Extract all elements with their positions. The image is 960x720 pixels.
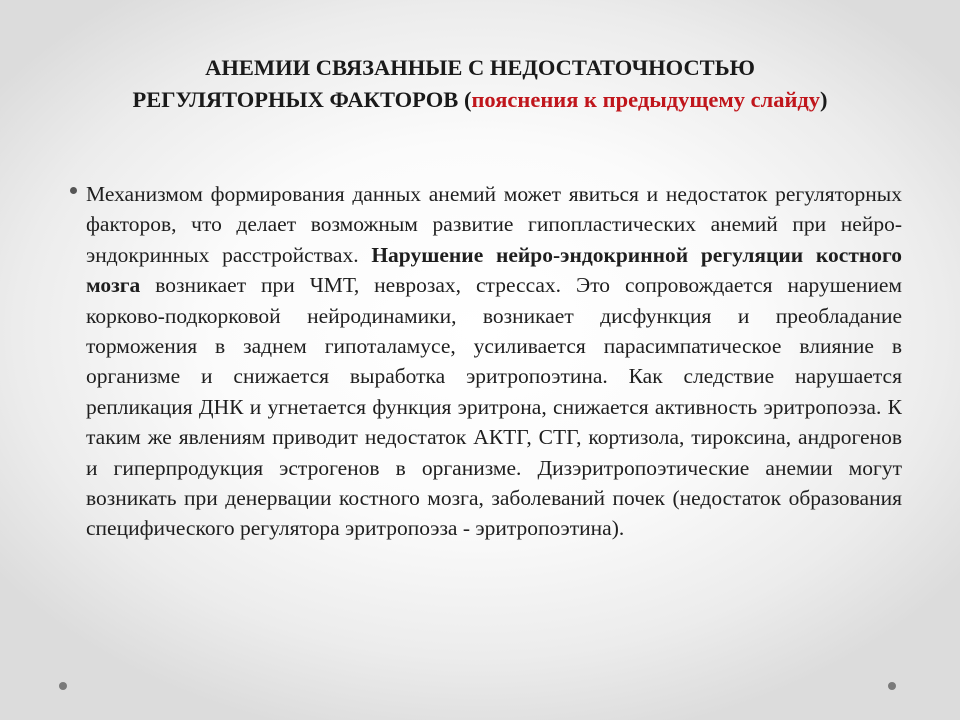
bullet-paragraph — [86, 179, 902, 544]
body-text-bold: Нарушение нейро-эндокринной регуляции костного мозга — [86, 242, 902, 298]
title-close-paren: ) — [820, 87, 828, 112]
title-line-2: РЕГУЛЯТОРНЫХ ФАКТОРОВ — [132, 87, 459, 112]
title-open-paren: ( — [463, 87, 472, 112]
body-text-part-2: возникает при ЧМТ, неврозах, стрессах. Это сопровождается нарушением корково-подкорковой нейродинамики, возникает дисфункция и преобладание торможения в заднем гипоталамусе, усиливается парасимпатическое влияние в организме и снижается выработка эритропоэтина. Как следствие нарушается репликация ДНК и угнетается функция эритрона, снижается активность эритропоэза. К таким же явлениям приводит недостаток АКТГ, СТГ, кортизола, тироксина, андрогенов и гиперпродукция эстрогенов в организме. Дизэритропоэтические анемии могут возникать при денервации костного мозга, заболеваний почек (недостаток образования специфического регулятора эритропоэза - эритропоэтина). — [86, 273, 902, 541]
decor-dot-left-icon — [59, 682, 67, 690]
body-text-part-1: Механизмом формирования данных анемий может явиться и недостаток регуляторных факторов, что делает возможным развитие гипопластических анемий при нейро-эндокринных расстройствах. — [86, 182, 902, 267]
slide-body — [86, 179, 902, 544]
slide-title — [40, 52, 920, 116]
title-note: пояснения к предыдущему слайду — [471, 87, 821, 112]
bullet-dot-icon — [70, 187, 77, 194]
title-line-1: АНЕМИИ СВЯЗАННЫЕ С НЕДОСТАТОЧНОСТЬЮ — [205, 55, 755, 80]
decor-dot-right-icon — [888, 682, 896, 690]
